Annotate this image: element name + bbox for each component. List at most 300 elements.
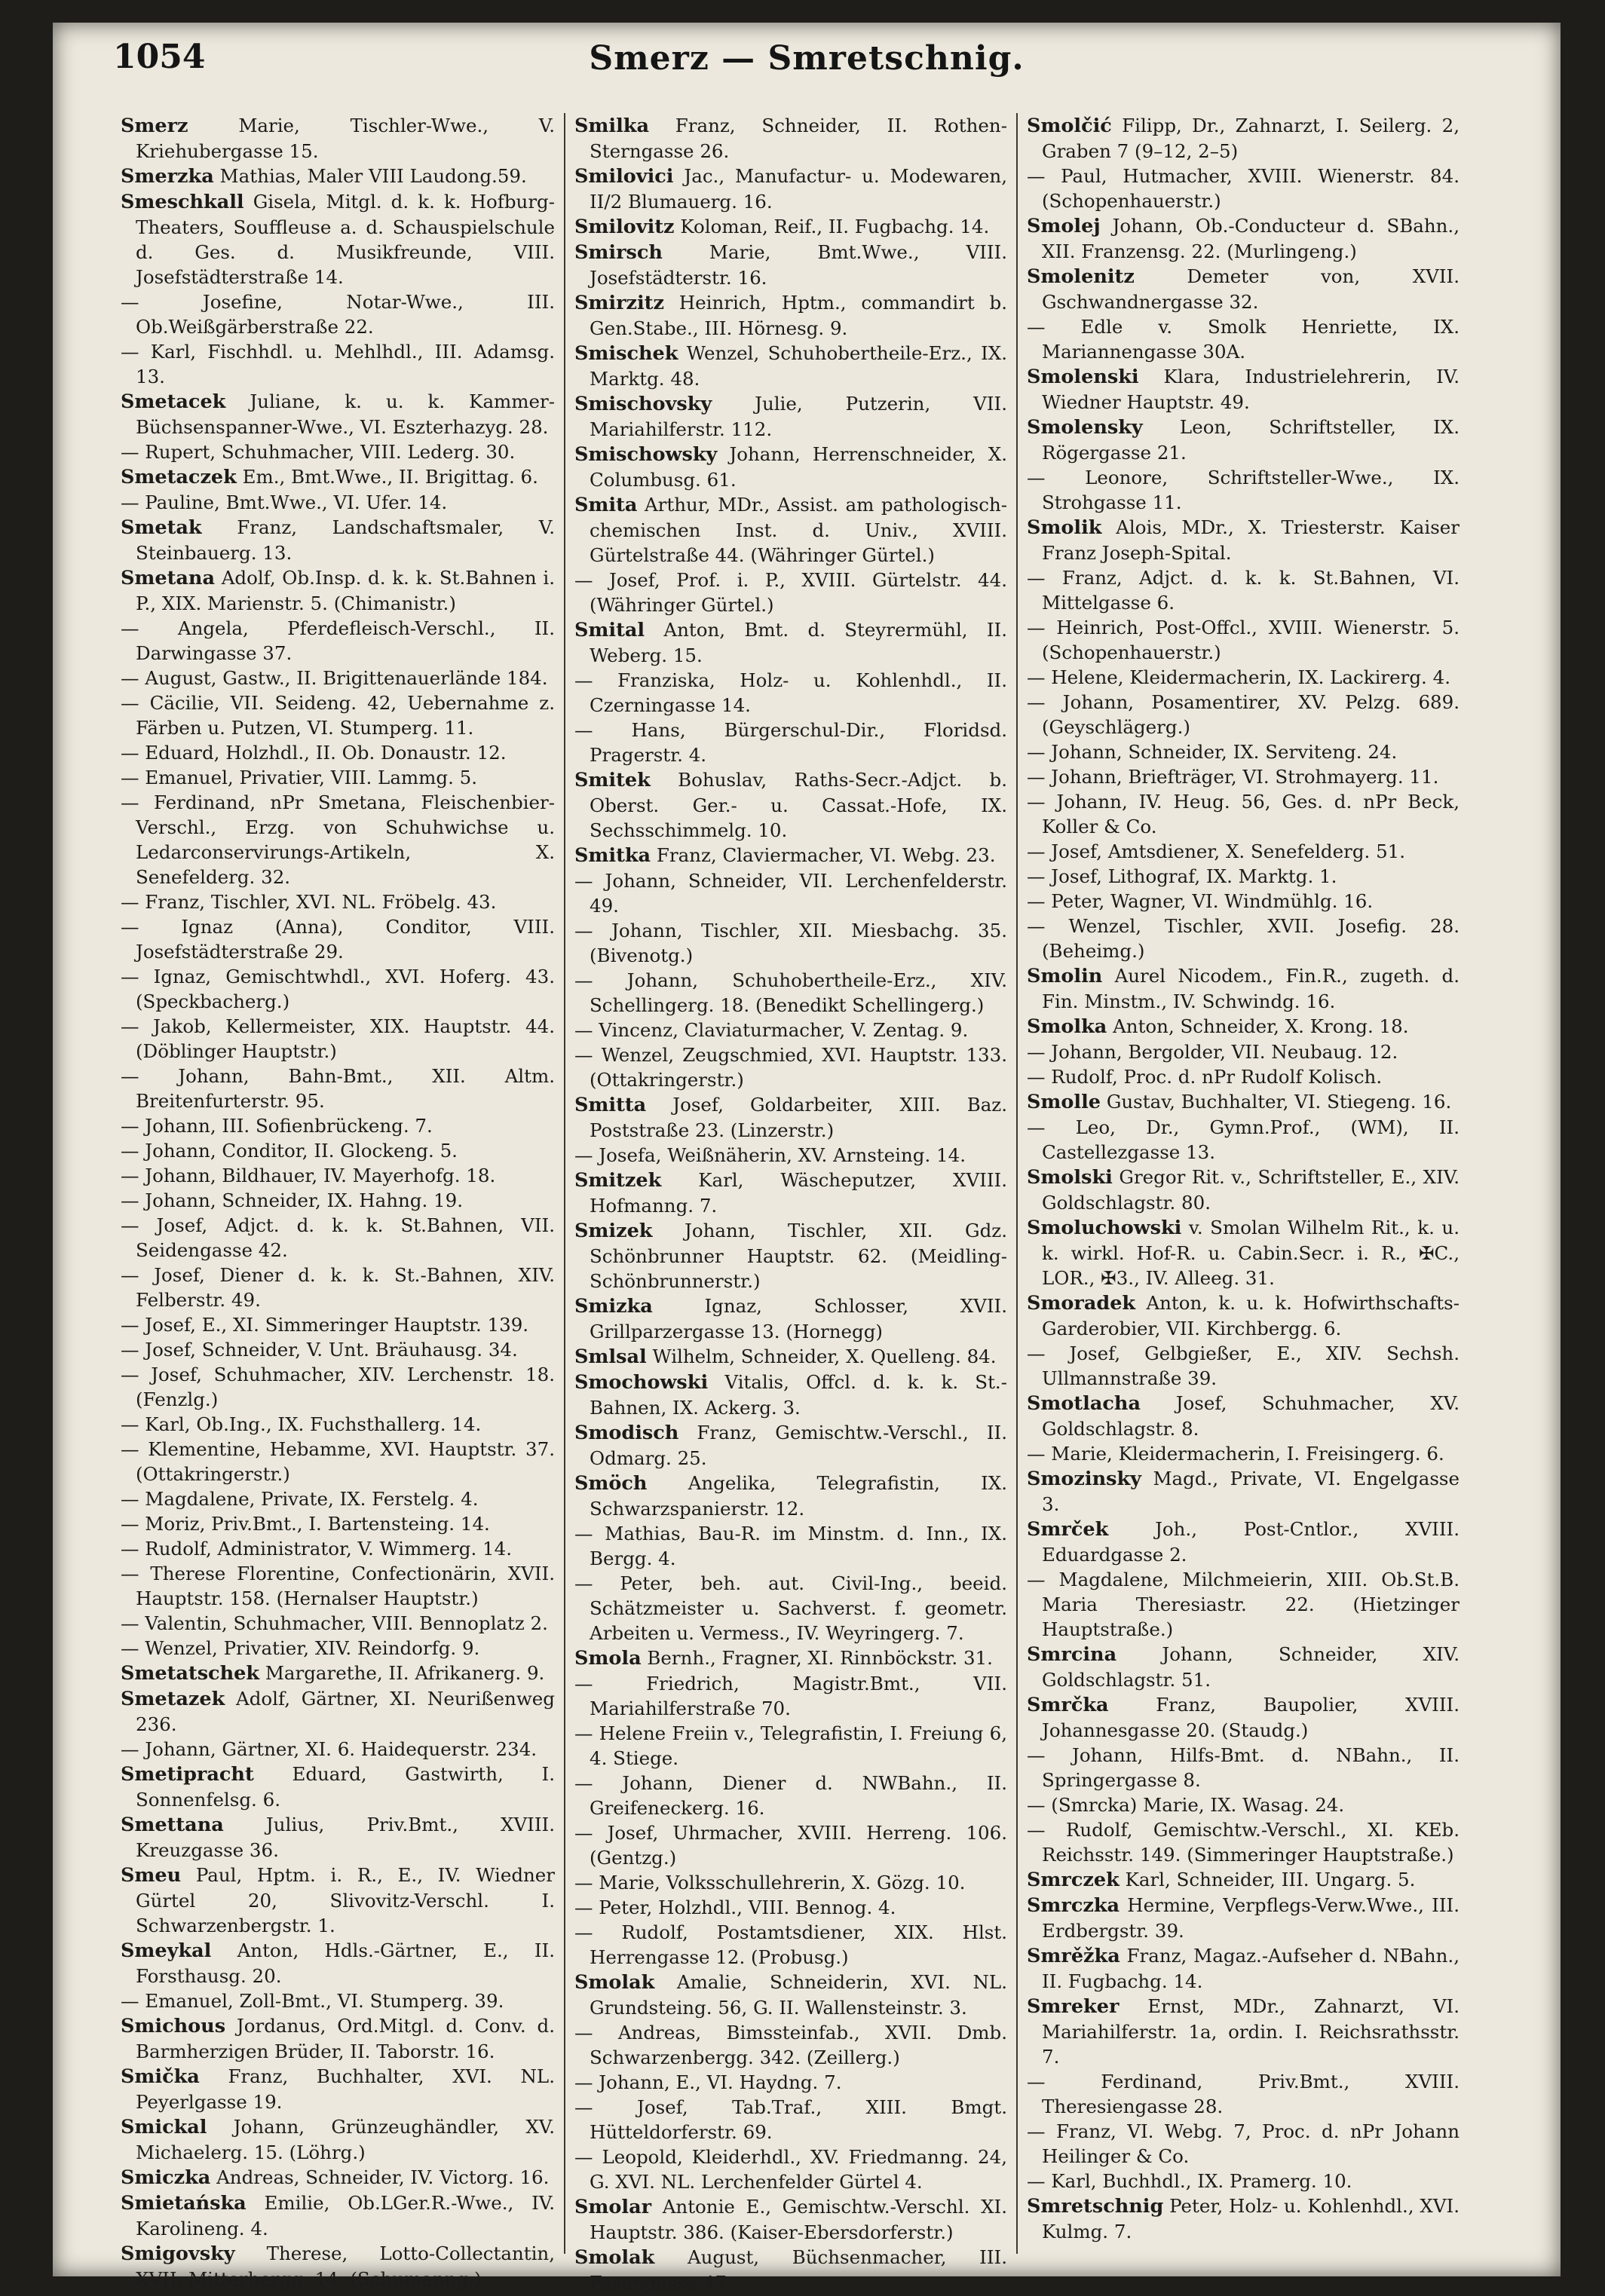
entry-continuation-dash: — <box>121 1637 145 1659</box>
entry-surname: Smolenitz <box>1027 265 1135 288</box>
directory-entry <box>1027 113 1460 164</box>
directory-entry <box>1027 889 1460 914</box>
directory-entry <box>121 464 555 490</box>
entry-surname: Smizek <box>574 1220 653 1242</box>
entry-details: Cäcilie, VII. Seideng. 42, Uebernahme z. Färben u. Putzen, VI. Stumperg. 11. <box>136 692 555 739</box>
entry-surname: Smetaczek <box>121 466 237 488</box>
entry-details: Paul, Hutmacher, XVIII. Wienerstr. 84. (Schopenhauerstr.) <box>1042 165 1460 212</box>
entry-continuation-dash: — <box>121 667 145 689</box>
column-left <box>112 113 564 2290</box>
directory-entry <box>574 767 1007 843</box>
entry-details: Franziska, Holz- u. Kohlenhdl., II. Czerningasse 14. <box>590 669 1007 716</box>
entry-continuation-dash: — <box>121 1314 145 1336</box>
directory-entry <box>121 2013 555 2064</box>
entry-details: Magd., Private, VI. Engelgasse 3. <box>1042 1468 1460 1515</box>
entry-surname: Smerz <box>121 115 188 137</box>
entry-continuation-dash: — <box>121 1165 145 1186</box>
entry-details: Koloman, Reif., II. Fugbachg. 14. <box>680 216 990 237</box>
entry-details: Paul, Hptm. i. R., E., IV. Wiedner Gürtel 20, Slivovitz-Verschl. I. Schwarzenbergstr. 1. <box>136 1864 555 1936</box>
directory-entry <box>574 1042 1007 1092</box>
entry-continuation-dash: — <box>121 1413 145 1435</box>
directory-entry <box>121 1511 555 1536</box>
entry-continuation-dash: — <box>121 1738 145 1760</box>
directory-entry <box>574 1671 1007 1721</box>
entry-surname: Smrček <box>1027 1518 1109 1541</box>
entry-continuation-dash: — <box>1027 1744 1073 1766</box>
directory-entry <box>121 1188 555 1213</box>
directory-entry <box>1027 1089 1460 1115</box>
entry-surname: Smola <box>574 1647 642 1670</box>
entry-surname: Smretschnig <box>1027 2195 1164 2218</box>
entry-surname: Smolej <box>1027 215 1101 237</box>
entry-details: Josef, Schuhmacher, XV. Goldschlagstr. 8. <box>1042 1392 1460 1440</box>
entry-details: Johann, Gärtner, XI. 6. Haidequerstr. 234. <box>145 1738 538 1760</box>
entry-details: Rudolf, Postamtsdiener, XIX. Hlst. Herrengasse 12. (Probusg.) <box>590 1921 1007 1968</box>
directory-entry <box>1027 1391 1460 1441</box>
entry-details: Johann, Hilfs-Bmt. d. NBahn., II. Springergasse 8. <box>1042 1744 1460 1791</box>
directory-entry <box>1027 963 1460 1014</box>
entry-details: Johann, III. Sofienbrückeng. 7. <box>145 1115 433 1137</box>
entry-continuation-dash: — <box>574 719 632 741</box>
entry-details: Eduard, Gastwirth, I. Sonnenfelsg. 6. <box>136 1763 555 1811</box>
entry-surname: Smichous <box>121 2015 226 2037</box>
entry-continuation-dash: — <box>121 1189 145 1211</box>
entry-details: Therese Florentine, Confectionärin, XVII. Hauptstr. 158. (Hernalser Hauptstr.) <box>136 1563 555 1609</box>
directory-entry <box>1027 690 1460 739</box>
entry-surname: Smeschkall <box>121 191 244 213</box>
entry-details: Johann, Tischler, XII. Gdz. Schönbrunner Hauptstr. 62. (Meidling-Schönbrunnerstr.) <box>590 1220 1007 1292</box>
entry-details: Karl, Wäscheputzer, XVIII. Hofmanng. 7. <box>590 1169 1007 1217</box>
entry-continuation-dash: — <box>574 569 610 591</box>
entry-details: Amalie, Schneiderin, XVI. NL. Grundsteing. 56, G. II. Wallensteinstr. 3. <box>590 1971 1007 2019</box>
directory-entry <box>574 918 1007 968</box>
entry-surname: Smickal <box>121 2116 207 2138</box>
directory-entry <box>574 1895 1007 1920</box>
directory-entry <box>574 1168 1007 1218</box>
entry-details: Josef, Prof. i. P., XVIII. Gürtelstr. 44. (Währinger Gürtel.) <box>590 569 1007 616</box>
entry-details: Eduard, Holzhdl., II. Ob. Donaustr. 12. <box>145 742 507 764</box>
directory-entry <box>121 1762 555 1812</box>
directory-entry <box>1027 1517 1460 1567</box>
entry-surname: Smolčić <box>1027 115 1112 137</box>
entry-details: Josef, Tab.Traf., XIII. Bmgt. Hütteldorferstr. 69. <box>590 2096 1007 2143</box>
entry-continuation-dash: — <box>121 692 150 714</box>
entry-details: Juliane, k. u. k. Kammer-Büchsenspanner-Wwe., VI. Eszterhazyg. 28. <box>136 390 556 438</box>
entry-details: Filipp, Dr., Zahnarzt, I. Seilerg. 2, Graben 7 (9–12, 2–5) <box>1042 115 1460 162</box>
entry-surname: Smetatschek <box>121 1662 260 1685</box>
entry-details: Johann, Schneider, XIV. Goldschlagstr. 51. <box>1042 1643 1460 1691</box>
entry-continuation-dash: — <box>574 2071 599 2093</box>
directory-entry <box>121 1113 555 1138</box>
entry-details: Johann, Grünzeughändler, XV. Michaelerg. 15. (Löhrg.) <box>136 2116 555 2163</box>
entry-continuation-dash: — <box>121 966 154 987</box>
directory-entry <box>1027 1290 1460 1341</box>
entry-continuation-dash: — <box>574 1044 602 1066</box>
directory-entry <box>1027 314 1460 364</box>
entry-details: Ernst, MDr., Zahnarzt, VI. Mariahilferstr. 1a, ordin. I. Reichsrathsstr. 7. <box>1042 1995 1460 2068</box>
entry-details: Josefine, Notar-Wwe., III. Ob.Weißgärberstraße 22. <box>136 291 555 338</box>
directory-entry <box>1027 1692 1460 1743</box>
entry-details: Johann, Bildhauer, IV. Mayerhofg. 18. <box>145 1165 496 1186</box>
entry-details: Franz, Baupolier, XVIII. Johannesgasse 20. (Staudg.) <box>1042 1694 1460 1741</box>
entry-details: Angela, Pferdefleisch-Verschl., II. Darwingasse 37. <box>136 617 556 664</box>
directory-entry <box>574 568 1007 617</box>
entry-continuation-dash: — <box>1027 691 1063 713</box>
entry-continuation-dash: — <box>1027 766 1052 788</box>
directory-entry <box>121 1812 555 1863</box>
entry-surname: Smrěžka <box>1027 1945 1120 1967</box>
entry-surname: Smitek <box>574 769 651 791</box>
entry-surname: Smirsch <box>574 241 663 264</box>
directory-entry <box>121 339 555 389</box>
directory-entry <box>574 2070 1007 2095</box>
entry-continuation-dash: — <box>121 491 145 513</box>
directory-entry <box>574 341 1007 391</box>
entry-surname: Smöch <box>574 1472 648 1495</box>
entry-details: Johann, Conditor, II. Glockeng. 5. <box>145 1140 458 1162</box>
entry-surname: Smička <box>121 2065 200 2088</box>
entry-continuation-dash: — <box>574 669 618 691</box>
entry-surname: Smoradek <box>1027 1292 1136 1315</box>
entry-surname: Smeykal <box>121 1939 212 1962</box>
entry-surname: Smrcina <box>1027 1643 1117 1666</box>
entry-details: Karl, Fischhdl. u. Mehlhdl., III. Adamsg. 13. <box>136 341 555 387</box>
entry-surname: Smizka <box>574 1295 653 1318</box>
entry-details: Jordanus, Ord.Mitgl. d. Conv. d. Barmherzigen Brüder, II. Taborstr. 16. <box>136 2015 555 2062</box>
entry-continuation-dash: — <box>1027 1066 1052 1088</box>
entry-details: Adolf, Gärtner, XI. Neurißenweg 236. <box>136 1688 555 1735</box>
entry-details: Josef, E., XI. Simmeringer Hauptstr. 139. <box>145 1314 529 1336</box>
entry-details: Karl, Buchhdl., IX. Pramerg. 10. <box>1051 2170 1352 2192</box>
entry-surname: Smital <box>574 619 645 641</box>
entry-surname: Smitzek <box>574 1169 662 1192</box>
directory-entry <box>121 565 555 616</box>
entry-continuation-dash: — <box>121 441 145 463</box>
entry-continuation-dash: — <box>121 291 203 313</box>
entry-continuation-dash: — <box>121 1115 145 1137</box>
directory-entry <box>1027 764 1460 789</box>
directory-entry <box>121 2190 555 2241</box>
directory-page <box>53 23 1561 2294</box>
entry-surname: Smetana <box>121 567 215 589</box>
entry-details: Marie, Tischler-Wwe., V. Kriehubergasse 15. <box>136 115 556 162</box>
directory-entry <box>1027 2069 1460 2119</box>
entry-details: Helene Freiin v., Telegrafistin, I. Freiung 6, 4. Stiege. <box>590 1722 1007 1769</box>
directory-entry <box>1027 1567 1460 1642</box>
entry-continuation-dash: — <box>1027 316 1081 338</box>
entry-details: Franz, VI. Webg. 7, Proc. d. nPr Johann Heilinger & Co. <box>1042 2120 1460 2167</box>
entry-surname: Smitka <box>574 844 651 867</box>
entry-surname: Smrczek <box>1027 1869 1120 1891</box>
entry-continuation-dash: — <box>1027 1342 1070 1364</box>
entry-continuation-dash: — <box>574 1572 620 1594</box>
directory-entry <box>1027 914 1460 963</box>
directory-entry <box>121 740 555 765</box>
entry-details: Johann, Schneider, IX. Hahng. 19. <box>145 1189 464 1211</box>
directory-entry <box>574 113 1007 164</box>
directory-entry <box>574 1344 1007 1370</box>
entry-details: Wenzel, Zeugschmied, XVI. Hauptstr. 133. (Ottakringerstr.) <box>590 1044 1007 1091</box>
directory-entry <box>121 889 555 914</box>
entry-continuation-dash: — <box>121 891 145 913</box>
entry-details: Vincenz, Claviaturmacher, V. Zentag. 9. <box>599 1019 969 1041</box>
entry-details: Franz, Adjct. d. k. k. St.Bahnen, VI. Mittelgasse 6. <box>1042 567 1460 614</box>
column-right <box>1016 113 1469 2254</box>
entry-details: Johann, Briefträger, VI. Strohmayerg. 11. <box>1051 766 1439 788</box>
entry-continuation-dash: — <box>1027 1569 1059 1590</box>
entry-details: Joh., Post-Cntlor., XVIII. Eduardgasse 2. <box>1042 1518 1460 1566</box>
entry-details: Wenzel, Privatier, XIV. Reindorfg. 9. <box>145 1637 480 1659</box>
entry-surname: Smolski <box>1027 1166 1113 1189</box>
entry-details: Josef, Goldarbeiter, XIII. Baz. Poststraße 23. (Linzerstr.) <box>590 1094 1007 1141</box>
entry-continuation-dash: — <box>574 1144 599 1166</box>
entry-continuation-dash: — <box>121 1339 145 1361</box>
entry-details: Rudolf, Proc. d. nPr Rudolf Kolisch. <box>1051 1066 1383 1088</box>
entry-details: Josef, Gelbgießer, E., XIV. Sechsh. Ullmannstraße 39. <box>1042 1342 1460 1389</box>
entry-details: Josef, Lithograf, IX. Marktg. 1. <box>1051 865 1337 887</box>
entry-details: Therese, Lotto-Collectantin, XVII. Mitterbergg. 14. (Schumanng.) <box>136 2242 555 2290</box>
entry-continuation-dash: — <box>1027 567 1062 589</box>
entry-surname: Smolle <box>1027 1091 1101 1113</box>
entry-continuation-dash: — <box>574 1673 647 1694</box>
directory-entry <box>574 868 1007 918</box>
directory-entry <box>1027 789 1460 839</box>
directory-entry <box>1027 1014 1460 1039</box>
entry-details: Franz, Claviermacher, VI. Webg. 23. <box>656 844 996 866</box>
entry-details: Johann, Posamentirer, XV. Pelzg. 689. (Geyschlägerg.) <box>1042 691 1460 738</box>
directory-entry <box>1027 2119 1460 2169</box>
directory-entry <box>574 718 1007 767</box>
entry-details: Rupert, Schuhmacher, VIII. Lederg. 30. <box>145 441 516 463</box>
directory-entry <box>121 439 555 464</box>
entry-details: Jac., Manufactur- u. Modewaren, II/2 Blumauerg. 16. <box>590 165 1007 213</box>
directory-entry <box>574 2020 1007 2070</box>
entry-details: Leon, Schriftsteller, IX. Rögergasse 21. <box>1042 416 1460 464</box>
entry-details: Julius, Priv.Bmt., XVIII. Kreuzgasse 36. <box>136 1814 555 1861</box>
directory-entry <box>121 1636 555 1661</box>
directory-entry <box>1027 164 1460 213</box>
entry-continuation-dash: — <box>1027 165 1061 187</box>
entry-details: Ignaz (Anna), Conditor, VIII. Josefstädterstraße 29. <box>136 916 555 963</box>
directory-entry <box>574 290 1007 341</box>
entry-surname: Smettana <box>121 1814 224 1836</box>
entry-details: Heinrich, Hptm., commandirt b. Gen.Stabe., III. Hörnesg. 9. <box>590 292 1007 339</box>
entry-details: Bohuslav, Raths-Secr.-Adjct. b. Oberst. Ger.- u. Cassat.-Hofe, IX. Sechsschimmelg. 10. <box>590 769 1007 841</box>
directory-entry <box>574 1521 1007 1571</box>
entry-details: Leonore, Schriftsteller-Wwe., IX. Strohgasse 11. <box>1042 467 1460 513</box>
entry-details: Karl, Schneider, III. Ungarg. 5. <box>1125 1869 1416 1890</box>
directory-entry <box>574 2095 1007 2144</box>
entry-details: Johann, Schneider, IX. Servitеng. 24. <box>1051 741 1398 763</box>
entry-details: Mathias, Maler VIII Laudong.59. <box>219 165 527 187</box>
entry-surname: Smiczka <box>121 2166 211 2189</box>
entry-details: Ferdinand, Priv.Bmt., XVIII. Theresiengasse 28. <box>1042 2071 1460 2117</box>
directory-entry <box>121 1561 555 1611</box>
directory-entry <box>121 490 555 515</box>
directory-entry <box>574 1920 1007 1970</box>
entry-surname: Smischowsky <box>574 443 718 466</box>
directory-entry <box>574 1471 1007 1521</box>
directory-entry <box>1027 1064 1460 1089</box>
entry-details: Emanuel, Privatier, VIII. Lammg. 5. <box>145 767 478 788</box>
directory-entry <box>121 1661 555 1686</box>
entry-continuation-dash: — <box>121 1364 152 1385</box>
entry-details: Magdalene, Milchmeierin, XIII. Ob.St.B. Maria Theresiastr. 22. (Hietzinger Hauptstraße.) <box>1042 1569 1460 1640</box>
directory-entry <box>574 2144 1007 2194</box>
directory-entry <box>1027 1792 1460 1817</box>
directory-entry <box>121 1362 555 1412</box>
entry-surname: Smochowski <box>574 1371 709 1394</box>
directory-entry <box>574 1218 1007 1293</box>
directory-entry <box>1027 615 1460 665</box>
entry-continuation-dash: — <box>121 742 145 764</box>
page-header <box>53 23 1561 90</box>
entry-details: Peter, Wagner, VI. Windmühlg. 16. <box>1051 890 1374 912</box>
entry-continuation-dash: — <box>1027 840 1052 862</box>
entry-continuation-dash: — <box>121 1015 154 1037</box>
entry-details: Rudolf, Gemischtw.-Verschl., XI. KEb. Reichsstr. 149. (Simmeringer Hauptstraße.) <box>1042 1819 1460 1866</box>
entry-continuation-dash: — <box>1027 617 1057 638</box>
directory-entry <box>121 666 555 690</box>
directory-entry <box>121 2114 555 2165</box>
entry-continuation-dash: — <box>574 920 612 941</box>
entry-surname: Smolar <box>574 2196 652 2218</box>
entry-surname: Smolik <box>1027 516 1102 539</box>
directory-entry <box>574 1370 1007 1420</box>
directory-entry <box>1027 1893 1460 1943</box>
entry-details: Jakob, Kellermeister, XIX. Hauptstr. 44. (Döblinger Hauptstr.) <box>136 1015 555 1062</box>
entry-details: Anton, Schneider, X. Krong. 18. <box>1113 1015 1409 1037</box>
directory-entry <box>121 1163 555 1188</box>
entry-continuation-dash: — <box>121 1538 145 1560</box>
running-head: Smerz — Smretschnig. <box>589 39 1025 78</box>
directory-entry <box>121 515 555 565</box>
directory-entry <box>1027 1115 1460 1165</box>
entry-surname: Smirzitz <box>574 292 664 314</box>
directory-entry <box>121 1337 555 1362</box>
entry-surname: Smlsal <box>574 1345 647 1368</box>
entry-details: Demeter von, XVII. Gschwandnergasse 32. <box>1042 265 1460 313</box>
directory-entry <box>121 914 555 964</box>
directory-entry <box>121 1312 555 1337</box>
entry-surname: Smreker <box>1027 1995 1120 2018</box>
directory-entry <box>121 2064 555 2114</box>
directory-entry <box>121 113 555 164</box>
entry-continuation-dash: — <box>121 617 178 639</box>
entry-details: Magdalene, Private, IX. Ferstelg. 4. <box>145 1488 479 1510</box>
entry-continuation-dash: — <box>121 1438 149 1460</box>
directory-entry <box>121 765 555 790</box>
entry-surname: Smozinsky <box>1027 1468 1141 1490</box>
directory-entry <box>121 1014 555 1064</box>
entry-continuation-dash: — <box>1027 890 1052 912</box>
entry-continuation-dash: — <box>121 1140 145 1162</box>
entry-surname: Smetak <box>121 516 202 539</box>
entry-details: Arthur, MDr., Assist. am pathologisch-chemischen Inst. d. Univ., XVIII. Gürtelstraße 44. (Währinger Gürtel.) <box>590 494 1008 566</box>
entry-continuation-dash: — <box>1027 2071 1101 2092</box>
entry-surname: Smischovsky <box>574 393 712 415</box>
entry-details: Josefa, Weißnäherin, XV. Arnsteing. 14. <box>599 1144 966 1166</box>
entry-continuation-dash: — <box>574 1523 605 1544</box>
directory-entry <box>1027 213 1460 264</box>
entry-details: Wilhelm, Schneider, X. Quelleng. 84. <box>652 1345 997 1367</box>
entry-continuation-dash: — <box>1027 2170 1052 2192</box>
entry-details: Hans, Bürgerschul-Dir., Floridsd. Pragerstr. 4. <box>590 719 1007 766</box>
entry-continuation-dash: — <box>121 1990 145 2012</box>
entry-details: Johann, Tischler, XII. Miesbachg. 35. (Bivenotg.) <box>590 920 1007 966</box>
directory-columns <box>112 113 1544 2294</box>
entry-details: Josef, Diener d. k. k. St.-Bahnen, XIV. Felberstr. 49. <box>136 1264 555 1311</box>
entry-details: Peter, Holz- u. Kohlenhdl., XVI. Kulmg. 7. <box>1042 2195 1460 2242</box>
entry-details: Marie, Volksschullehrerin, X. Gözg. 10. <box>599 1872 966 1893</box>
entry-details: Andreas, Bimssteinfab., XVII. Dmb. Schwarzenbergg. 342. (Zeillerg.) <box>590 2022 1007 2068</box>
directory-entry <box>121 1988 555 2013</box>
entry-details: Friedrich, Magistr.Bmt., VII. Mariahilferstraße 70. <box>590 1673 1007 1719</box>
entry-continuation-dash: — <box>1027 1116 1076 1138</box>
entry-continuation-dash: — <box>574 1722 599 1744</box>
directory-entry <box>1027 1994 1460 2069</box>
directory-entry <box>1027 1165 1460 1215</box>
entry-details: Johann, Ob.-Conducteur d. SBahn., XII. Franzensg. 22. (Murlingeng.) <box>1042 215 1460 262</box>
entry-details: Wenzel, Tischler, XVII. Josefig. 28. (Beheimg.) <box>1042 915 1460 962</box>
directory-entry <box>574 1970 1007 2020</box>
entry-details: Edle v. Smolk Henriette, IX. Mariannengasse 30A. <box>1042 316 1460 363</box>
directory-entry <box>574 617 1007 668</box>
entry-details: Alois, MDr., X. Triesterstr. Kaiser Franz Joseph-Spital. <box>1042 516 1460 564</box>
entry-surname: Smoluchowski <box>1027 1217 1182 1239</box>
entry-details: Mathias, Bau-R. im Minstm. d. Inn., IX. Bergg. 4. <box>590 1523 1007 1569</box>
directory-entry <box>574 214 1007 240</box>
entry-continuation-dash: — <box>1027 1443 1052 1465</box>
entry-details: Johann, Bergolder, VII. Neubaug. 12. <box>1051 1041 1398 1063</box>
directory-entry <box>1027 2169 1460 2193</box>
directory-entry <box>1027 415 1460 465</box>
directory-entry <box>121 790 555 889</box>
entry-details: Franz, Landschaftsmaler, V. Steinbauerg. 13. <box>136 516 555 564</box>
directory-entry <box>574 240 1007 290</box>
directory-entry <box>574 1721 1007 1771</box>
entry-details: Anton, Hdls.-Gärtner, E., II. Forsthausg. 20. <box>136 1939 555 1987</box>
entry-surname: Smetazek <box>121 1688 225 1710</box>
entry-continuation-dash: — <box>574 1921 622 1943</box>
directory-entry <box>121 964 555 1014</box>
entry-details: Ignaz, Gemischtwhdl., XVI. Hoferg. 43. (Speckbacherg.) <box>136 966 555 1012</box>
directory-entry <box>1027 1039 1460 1064</box>
entry-details: Josef, Schneider, V. Unt. Bräuhausg. 34. <box>145 1339 518 1361</box>
entry-surname: Smitta <box>574 1094 647 1116</box>
entry-surname: Smetacek <box>121 390 226 413</box>
entry-continuation-dash: — <box>1027 666 1052 688</box>
entry-details: August, Gastw., II. Brigittenauerlände 184. <box>145 667 548 689</box>
entry-details: Franz, Gemischtw.-Verschl., II. Odmarg. 25. <box>590 1422 1007 1469</box>
entry-details: Franz, Tischler, XVI. NL. Fröbelg. 43. <box>145 891 497 913</box>
entry-continuation-dash: — <box>121 1563 151 1584</box>
entry-details: Rudolf, Administrator, V. Wimmerg. 14. <box>145 1538 513 1560</box>
directory-entry <box>1027 1867 1460 1893</box>
entry-details: Margarethe, II. Afrikanerg. 9. <box>265 1662 545 1684</box>
entry-details: Heinrich, Post-Offcl., XVIII. Wienerstr. 5. (Schopenhauerstr.) <box>1042 617 1460 663</box>
entry-details: Josef, Uhrmacher, XVIII. Herreng. 106. (Gentzg.) <box>590 1822 1007 1869</box>
entry-details: Johann, IV. Heug. 56, Ges. d. nPr Beck, Koller & Co. <box>1042 791 1460 837</box>
entry-details: Moriz, Priv.Bmt., I. Bartensteing. 14. <box>145 1513 490 1535</box>
entry-continuation-dash: — <box>1027 865 1052 887</box>
entry-details: Johann, E., VI. Haydng. 7. <box>599 2071 842 2093</box>
entry-details: Emanuel, Zoll-Bmt., VI. Stumperg. 39. <box>145 1990 504 2012</box>
directory-entry <box>121 1863 555 1938</box>
entry-details: Em., Bmt.Wwe., II. Brigittag. 6. <box>242 466 538 488</box>
entry-details: Johann, Herrenschneider, X. Columbusg. 61. <box>590 443 1007 491</box>
directory-entry <box>121 289 555 339</box>
